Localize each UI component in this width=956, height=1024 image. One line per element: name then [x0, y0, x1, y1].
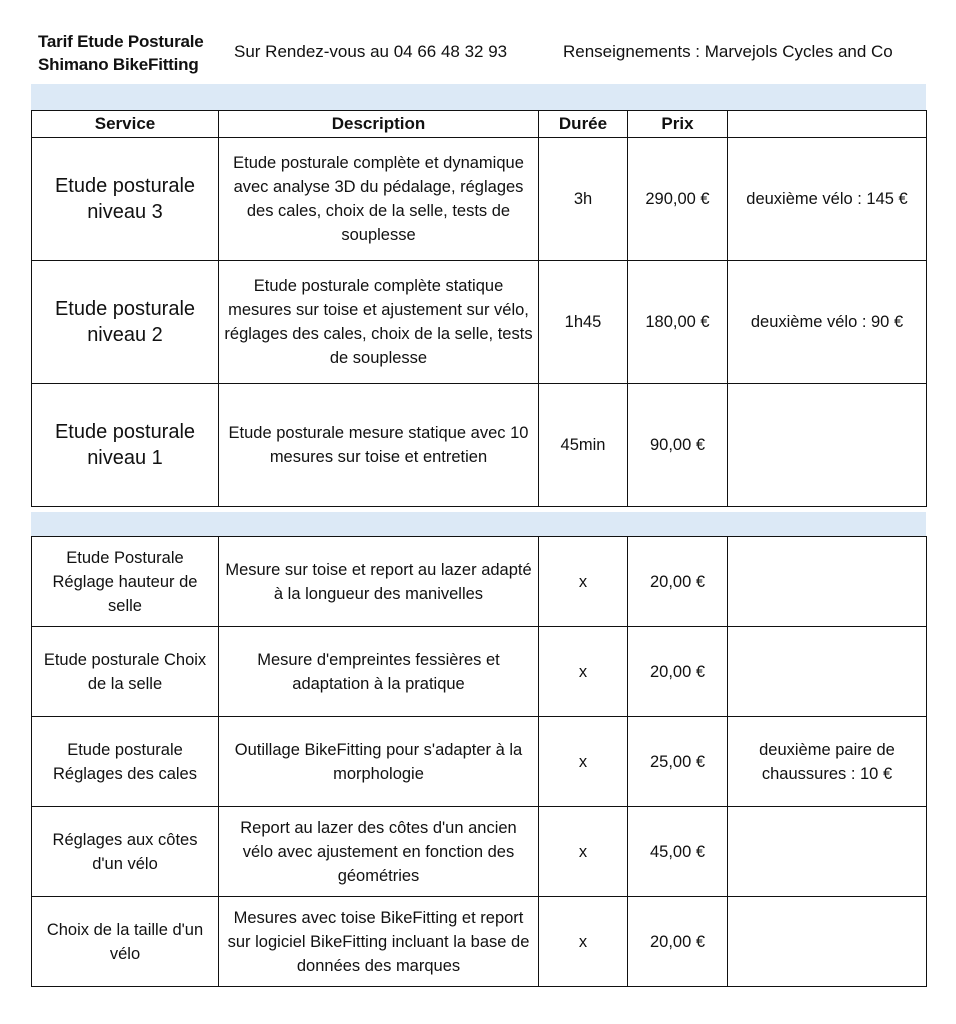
table-row: [32, 384, 927, 507]
table-header-row: [32, 111, 927, 138]
table-row: [32, 537, 927, 627]
duration-cell: 3h: [539, 138, 628, 261]
extra-cell: [728, 897, 927, 987]
extra-cell: [728, 384, 927, 507]
service-cell: Etude posturale Réglages des cales: [32, 717, 219, 807]
extra-cell: deuxième vélo : 90 €: [728, 261, 927, 384]
price-cell: 290,00 €: [628, 138, 728, 261]
header: [0, 0, 956, 84]
service-cell: Etude Posturale Réglage hauteur de selle: [32, 537, 219, 627]
description-cell: Report au lazer des côtes d'un ancien vélo avec ajustement en fonction des géométries: [219, 807, 539, 897]
price-cell: 25,00 €: [628, 717, 728, 807]
extra-cell: deuxième paire de chaussures : 10 €: [728, 717, 927, 807]
main-services-table: [31, 110, 927, 507]
extra-cell: [728, 537, 927, 627]
duration-cell: x: [539, 537, 628, 627]
price-cell: 45,00 €: [628, 807, 728, 897]
contact-info: Renseignements : Marvejols Cycles and Co: [563, 42, 893, 61]
description-cell: Etude posturale complète et dynamique avec analyse 3D du pédalage, réglages des cales, choix de la selle, tests de souplesse: [219, 138, 539, 261]
document-title: [38, 30, 204, 76]
description-cell: Outillage BikeFitting pour s'adapter à la morphologie: [219, 717, 539, 807]
service-cell: Choix de la taille d'un vélo: [32, 897, 219, 987]
description-cell: Mesure sur toise et report au lazer adapté à la longueur des manivelles: [219, 537, 539, 627]
description-cell: Mesure d'empreintes fessières et adaptation à la pratique: [219, 627, 539, 717]
duration-cell: x: [539, 897, 628, 987]
column-header-prix: Prix: [628, 111, 728, 138]
service-cell: Etude posturale niveau 1: [32, 384, 219, 507]
duration-cell: 1h45: [539, 261, 628, 384]
description-cell: Mesures avec toise BikeFitting et report sur logiciel BikeFitting incluant la base de données des marques: [219, 897, 539, 987]
table-row: [32, 807, 927, 897]
price-cell: 20,00 €: [628, 897, 728, 987]
service-cell: Etude posturale niveau 2: [32, 261, 219, 384]
duration-cell: x: [539, 627, 628, 717]
duration-cell: x: [539, 717, 628, 807]
description-cell: Etude posturale mesure statique avec 10 mesures sur toise et entretien: [219, 384, 539, 507]
price-cell: 20,00 €: [628, 627, 728, 717]
service-cell: Réglages aux côtes d'un vélo: [32, 807, 219, 897]
duration-cell: 45min: [539, 384, 628, 507]
description-cell: Etude posturale complète statique mesures sur toise et ajustement sur vélo, réglages des cales, choix de la selle, tests de souplesse: [219, 261, 539, 384]
option-services-table: [31, 536, 927, 987]
extra-cell: deuxième vélo : 145 €: [728, 138, 927, 261]
column-header-description: Description: [219, 111, 539, 138]
extra-cell: [728, 627, 927, 717]
column-header-service: Service: [32, 111, 219, 138]
price-cell: 20,00 €: [628, 537, 728, 627]
column-header-duree: Durée: [539, 111, 628, 138]
extra-cell: [728, 807, 927, 897]
header-band: [31, 84, 926, 110]
appointment-phone: Sur Rendez-vous au 04 66 48 32 93: [234, 42, 508, 61]
title-line-1: Tarif Etude Posturale: [38, 32, 204, 51]
service-cell: Etude posturale Choix de la selle: [32, 627, 219, 717]
column-header-extra: [728, 111, 927, 138]
title-line-2: Shimano BikeFitting: [38, 55, 199, 74]
service-cell: Etude posturale niveau 3: [32, 138, 219, 261]
price-cell: 90,00 €: [628, 384, 728, 507]
table-row: [32, 717, 927, 807]
duration-cell: x: [539, 807, 628, 897]
table-row: [32, 138, 927, 261]
table-row: [32, 627, 927, 717]
table-row: [32, 261, 927, 384]
separator-band: [31, 512, 926, 536]
table-row: [32, 897, 927, 987]
price-cell: 180,00 €: [628, 261, 728, 384]
